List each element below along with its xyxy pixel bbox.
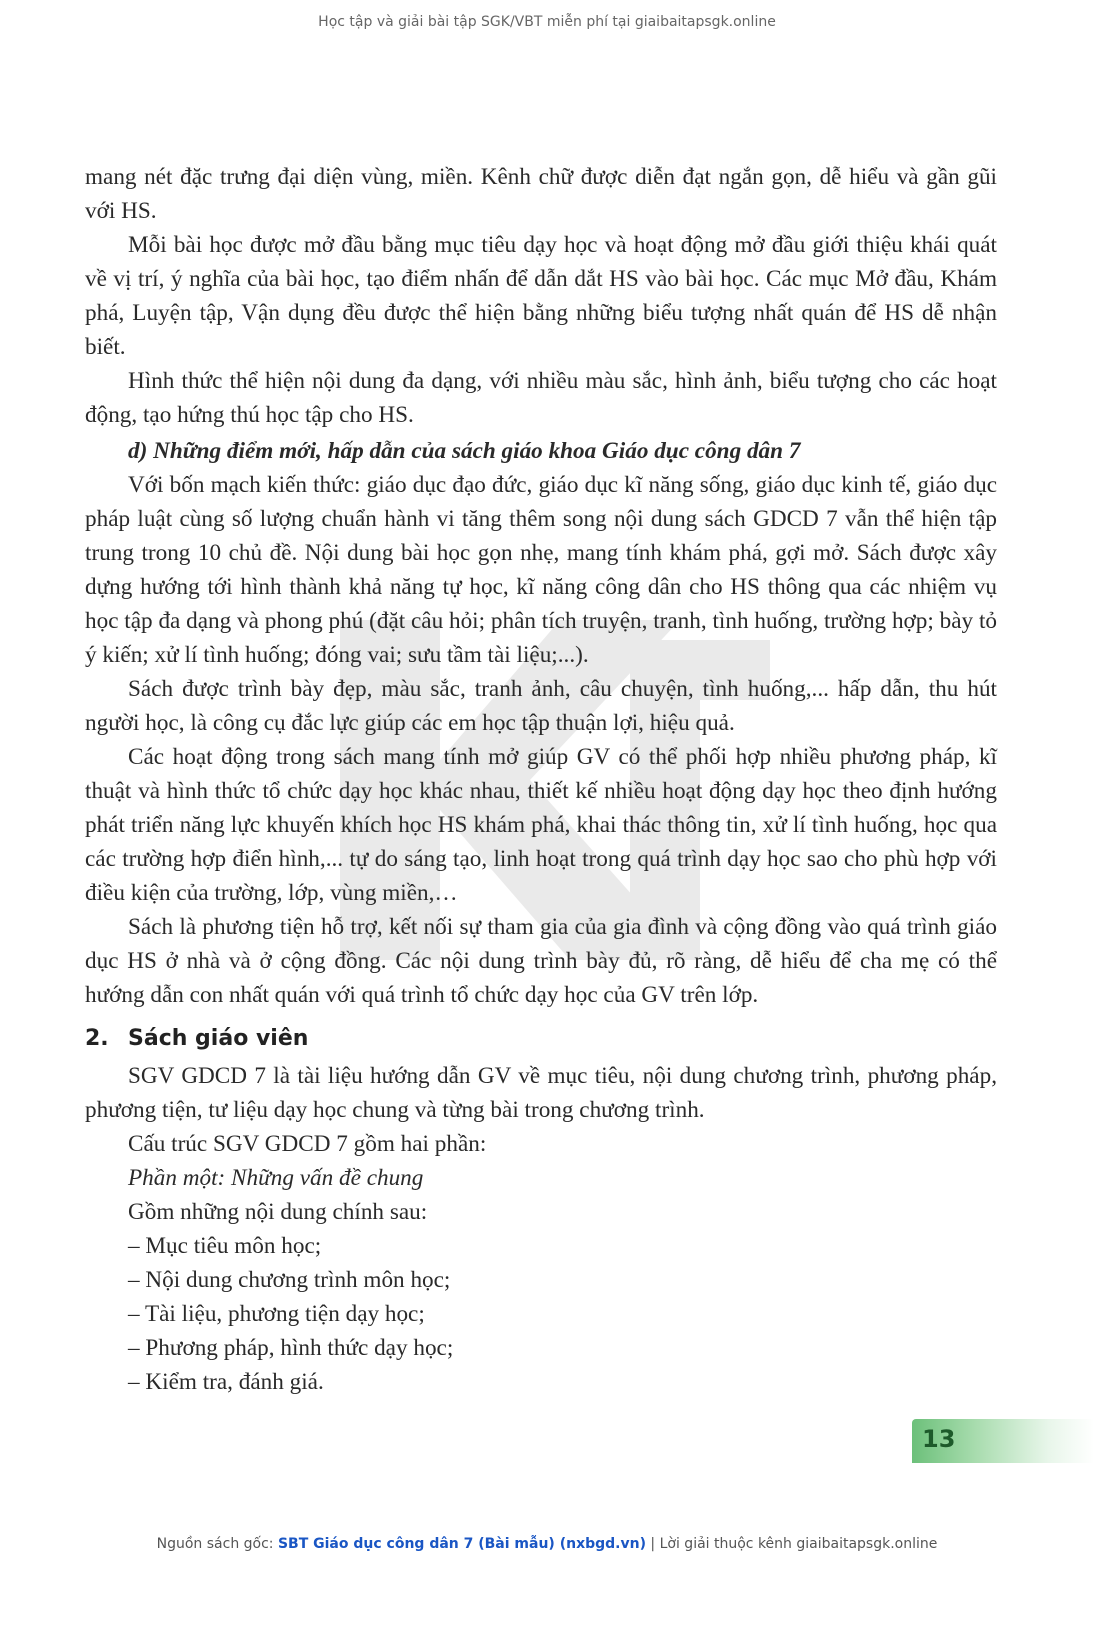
top-banner: Học tập và giải bài tập SGK/VBT miễn phí tại giaibaitapsgk.online [318,14,776,30]
paragraph-2: Mỗi bài học được mở đầu bằng mục tiêu dạy học và hoạt động mở đầu giới thiệu khái quát về vị trí, ý nghĩa của bài học, tạo điểm nhấn để dẫn dắt HS vào bài học. Các mục Mở đầu, Khám phá, Luyện tập, Vận dụng đều được thể hiện bằng những biểu tượng nhất quán để HS dễ nhận biết. [85,232,997,360]
structure-intro: Cấu trúc SGV GDCD 7 gồm hai phần: [128,1131,487,1157]
list-item: – Tài liệu, phương tiện dạy học; [128,1301,425,1327]
paragraph-3: Hình thức thể hiện nội dung đa dạng, với nhiều màu sắc, hình ảnh, biểu tượng cho các hoạt động, tạo hứng thú học tập cho HS. [85,368,997,428]
paragraph-1: mang nét đặc trưng đại diện vùng, miền. Kênh chữ được diễn đạt ngắn gọn, dễ hiểu và gần gũi với HS. [85,164,997,224]
paragraph-6: Các hoạt động trong sách mang tính mở giúp GV có thể phối hợp nhiều phương pháp, kĩ thuật và hình thức tổ chức dạy học khác nhau, thiết kế nhiều hoạt động dạy học theo định hướng phát triển năng lực khuyến khích học HS khám phá, khai thác thông tin, xử lí tình huống, học qua các trường hợp điển hình,... tự do sáng tạo, linh hoạt trong quá trình dạy học sao cho phù hợp với điều kiện của trường, lớp, vùng miền,… [85,744,997,906]
page-number: 13 [922,1425,956,1453]
list-item: – Nội dung chương trình môn học; [128,1267,451,1293]
paragraph-4: Với bốn mạch kiến thức: giáo dục đạo đức, giáo dục kĩ năng sống, giáo dục kinh tế, giáo dục pháp luật cùng số lượng chuẩn hành vi tăng thêm song nội dung sách GDCD 7 vẫn thể hiện tập trung trong 10 chủ đề. Nội dung bài học gọn nhẹ, mang tính khám phá, gợi mở. Sách được xây dựng hướng tới hình thành khả năng tự học, kĩ năng công dân cho HS thông qua các nhiệm vụ học tập đa dạng và phong phú (đặt câu hỏi; phân tích truyện, tranh, tình huống, trường hợp; bày tỏ ý kiến; xử lí tình huống; đóng vai; sưu tầm tài liệu;...). [85,472,997,668]
list-item: – Kiểm tra, đánh giá. [128,1369,324,1395]
source-link[interactable]: SBT Giáo dục công dân 7 (Bài mẫu) (nxbgd.vn) [277,1536,646,1552]
list-item: – Phương pháp, hình thức dạy học; [128,1335,454,1361]
structure-list [85,1127,997,1399]
paragraph-5: Sách được trình bày đẹp, màu sắc, tranh ảnh, câu chuyện, tình huống,... hấp dẫn, thu hút người học, là công cụ đắc lực giúp các em học tập thuận lợi, hiệu quả. [85,676,997,736]
footer [0,1536,1094,1552]
page-content [85,160,997,1399]
section-number: 2. [85,1026,109,1051]
part-one-intro: Gồm những nội dung chính sau: [128,1199,428,1225]
footer-prefix: Nguồn sách gốc: [156,1536,278,1552]
list-item: – Mục tiêu môn học; [128,1233,322,1259]
page-number-badge [912,1419,1094,1463]
footer-suffix: | Lời giải thuộc kênh giaibaitapsgk.online [645,1536,938,1552]
part-one-title: Phần một: Những vấn đề chung [128,1165,424,1191]
paragraph-8: SGV GDCD 7 là tài liệu hướng dẫn GV về mục tiêu, nội dung chương trình, phương pháp, phương tiện, tư liệu dạy học chung và từng bài trong chương trình. [85,1063,997,1123]
section-heading-2 [85,1026,997,1051]
subheading-d: d) Những điểm mới, hấp dẫn của sách giáo khoa Giáo dục công dân 7 [128,438,801,464]
paragraph-7: Sách là phương tiện hỗ trợ, kết nối sự tham gia của gia đình và cộng đồng vào quá trình giáo dục HS ở nhà và ở cộng đồng. Các nội dung trình bày đủ, rõ ràng, dễ hiểu để cha mẹ có thể hướng dẫn con nhất quán với quá trình tổ chức dạy học của GV trên lớp. [85,914,997,1008]
section-title: Sách giáo viên [128,1026,309,1051]
